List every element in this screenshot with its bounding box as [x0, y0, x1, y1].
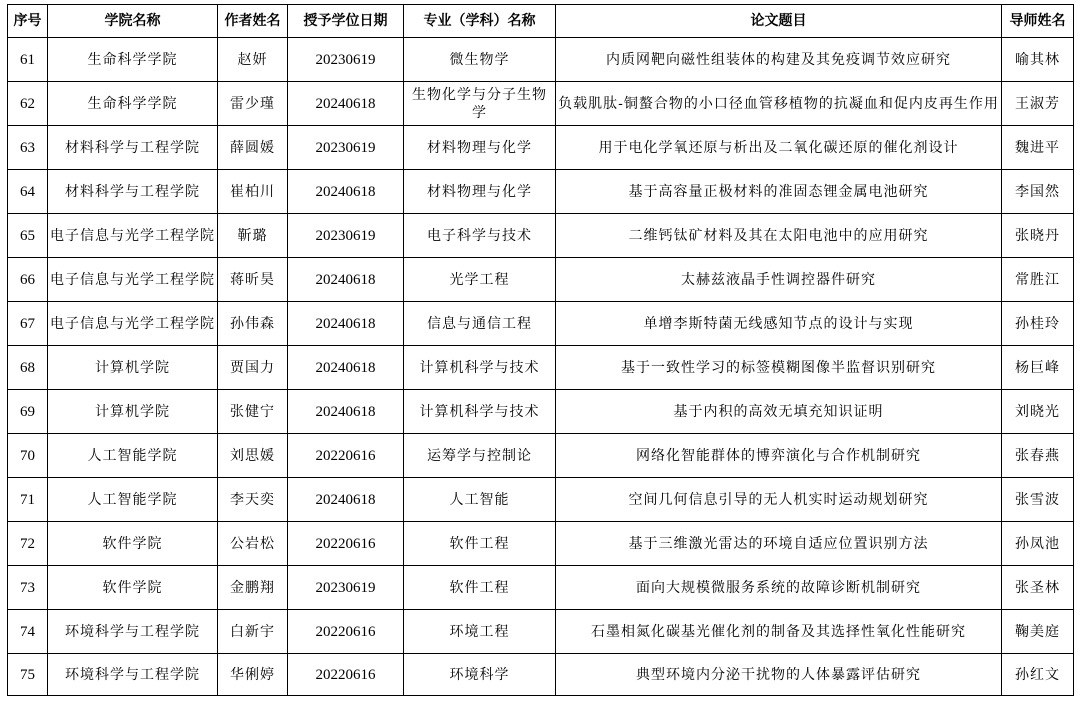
cell-author: 金鹏翔 — [218, 566, 288, 610]
cell-index: 70 — [8, 434, 48, 478]
cell-advisor: 李国然 — [1002, 170, 1074, 214]
cell-index: 73 — [8, 566, 48, 610]
header-advisor: 导师姓名 — [1002, 5, 1074, 38]
cell-college: 软件学院 — [48, 522, 218, 566]
cell-index: 61 — [8, 38, 48, 82]
cell-major: 运筹学与控制论 — [404, 434, 556, 478]
table-row — [8, 126, 1074, 170]
cell-degree-date: 20230619 — [288, 126, 404, 170]
cell-thesis-title: 太赫兹液晶手性调控器件研究 — [556, 258, 1002, 302]
cell-advisor: 鞠美庭 — [1002, 610, 1074, 654]
cell-degree-date: 20240618 — [288, 302, 404, 346]
cell-degree-date: 20230619 — [288, 566, 404, 610]
cell-thesis-title: 石墨相氮化碳基光催化剂的制备及其选择性氧化性能研究 — [556, 610, 1002, 654]
cell-college: 软件学院 — [48, 566, 218, 610]
table-row — [8, 302, 1074, 346]
header-degree-date: 授予学位日期 — [288, 5, 404, 38]
cell-degree-date: 20240618 — [288, 170, 404, 214]
table-row — [8, 38, 1074, 82]
table-row — [8, 566, 1074, 610]
cell-author: 蒋昕昊 — [218, 258, 288, 302]
cell-major: 人工智能 — [404, 478, 556, 522]
cell-index: 74 — [8, 610, 48, 654]
header-row — [8, 5, 1074, 38]
cell-thesis-title: 内质网靶向磁性组装体的构建及其免疫调节效应研究 — [556, 38, 1002, 82]
cell-index: 63 — [8, 126, 48, 170]
table-row — [8, 654, 1074, 696]
cell-degree-date: 20240618 — [288, 346, 404, 390]
cell-index: 64 — [8, 170, 48, 214]
header-major: 专业（学科）名称 — [404, 5, 556, 38]
cell-author: 刘思媛 — [218, 434, 288, 478]
cell-index: 68 — [8, 346, 48, 390]
cell-advisor: 张圣林 — [1002, 566, 1074, 610]
cell-advisor: 孙红文 — [1002, 654, 1074, 696]
cell-thesis-title: 空间几何信息引导的无人机实时运动规划研究 — [556, 478, 1002, 522]
cell-thesis-title: 负载肌肽-铜螯合物的小口径血管移植物的抗凝血和促内皮再生作用 — [556, 82, 1002, 126]
table-row — [8, 214, 1074, 258]
cell-degree-date: 20240618 — [288, 258, 404, 302]
cell-index: 69 — [8, 390, 48, 434]
cell-advisor: 杨巨峰 — [1002, 346, 1074, 390]
cell-major: 计算机科学与技术 — [404, 346, 556, 390]
cell-college: 生命科学学院 — [48, 38, 218, 82]
cell-author: 靳璐 — [218, 214, 288, 258]
cell-college: 生命科学学院 — [48, 82, 218, 126]
cell-major: 材料物理与化学 — [404, 126, 556, 170]
cell-college: 电子信息与光学工程学院 — [48, 302, 218, 346]
cell-advisor: 王淑芳 — [1002, 82, 1074, 126]
cell-college: 材料科学与工程学院 — [48, 126, 218, 170]
cell-college: 人工智能学院 — [48, 434, 218, 478]
cell-degree-date: 20220616 — [288, 654, 404, 696]
cell-major: 软件工程 — [404, 522, 556, 566]
table-row — [8, 434, 1074, 478]
cell-degree-date: 20220616 — [288, 522, 404, 566]
cell-index: 75 — [8, 654, 48, 696]
cell-advisor: 张雪波 — [1002, 478, 1074, 522]
cell-advisor: 喻其林 — [1002, 38, 1074, 82]
cell-author: 薛圆媛 — [218, 126, 288, 170]
cell-thesis-title: 基于一致性学习的标签模糊图像半监督识别研究 — [556, 346, 1002, 390]
cell-advisor: 孙桂玲 — [1002, 302, 1074, 346]
header-thesis-title: 论文题目 — [556, 5, 1002, 38]
cell-major: 电子科学与技术 — [404, 214, 556, 258]
cell-major: 信息与通信工程 — [404, 302, 556, 346]
cell-advisor: 魏进平 — [1002, 126, 1074, 170]
cell-author: 华俐婷 — [218, 654, 288, 696]
table-row — [8, 346, 1074, 390]
cell-index: 67 — [8, 302, 48, 346]
header-college: 学院名称 — [48, 5, 218, 38]
cell-advisor: 张春燕 — [1002, 434, 1074, 478]
cell-college: 材料科学与工程学院 — [48, 170, 218, 214]
cell-author: 雷少瑾 — [218, 82, 288, 126]
cell-college: 计算机学院 — [48, 346, 218, 390]
cell-advisor: 孙凤池 — [1002, 522, 1074, 566]
cell-thesis-title: 面向大规模微服务系统的故障诊断机制研究 — [556, 566, 1002, 610]
header-author: 作者姓名 — [218, 5, 288, 38]
cell-major: 光学工程 — [404, 258, 556, 302]
cell-degree-date: 20220616 — [288, 434, 404, 478]
cell-author: 李天奕 — [218, 478, 288, 522]
cell-college: 计算机学院 — [48, 390, 218, 434]
cell-college: 电子信息与光学工程学院 — [48, 214, 218, 258]
cell-major: 环境科学 — [404, 654, 556, 696]
table-row — [8, 522, 1074, 566]
cell-degree-date: 20240618 — [288, 82, 404, 126]
cell-college: 人工智能学院 — [48, 478, 218, 522]
cell-thesis-title: 用于电化学氧还原与析出及二氧化碳还原的催化剂设计 — [556, 126, 1002, 170]
cell-author: 赵妍 — [218, 38, 288, 82]
cell-author: 白新宇 — [218, 610, 288, 654]
cell-advisor: 常胜江 — [1002, 258, 1074, 302]
cell-index: 66 — [8, 258, 48, 302]
cell-major: 软件工程 — [404, 566, 556, 610]
cell-thesis-title: 基于内积的高效无填充知识证明 — [556, 390, 1002, 434]
cell-major: 材料物理与化学 — [404, 170, 556, 214]
table-row — [8, 258, 1074, 302]
cell-thesis-title: 典型环境内分泌干扰物的人体暴露评估研究 — [556, 654, 1002, 696]
table-row — [8, 82, 1074, 126]
cell-degree-date: 20240618 — [288, 390, 404, 434]
cell-college: 环境科学与工程学院 — [48, 654, 218, 696]
cell-author: 崔柏川 — [218, 170, 288, 214]
cell-thesis-title: 基于高容量正极材料的准固态锂金属电池研究 — [556, 170, 1002, 214]
cell-degree-date: 20230619 — [288, 214, 404, 258]
header-index: 序号 — [8, 5, 48, 38]
cell-thesis-title: 二维钙钛矿材料及其在太阳电池中的应用研究 — [556, 214, 1002, 258]
cell-author: 孙伟森 — [218, 302, 288, 346]
cell-index: 62 — [8, 82, 48, 126]
table-row — [8, 478, 1074, 522]
cell-major: 环境工程 — [404, 610, 556, 654]
cell-index: 72 — [8, 522, 48, 566]
cell-degree-date: 20240618 — [288, 478, 404, 522]
cell-thesis-title: 网络化智能群体的博弈演化与合作机制研究 — [556, 434, 1002, 478]
table-row — [8, 610, 1074, 654]
cell-thesis-title: 单增李斯特菌无线感知节点的设计与实现 — [556, 302, 1002, 346]
cell-author: 公岩松 — [218, 522, 288, 566]
cell-advisor: 张晓丹 — [1002, 214, 1074, 258]
cell-author: 张健宁 — [218, 390, 288, 434]
table-row — [8, 170, 1074, 214]
cell-major: 微生物学 — [404, 38, 556, 82]
cell-thesis-title: 基于三维激光雷达的环境自适应位置识别方法 — [556, 522, 1002, 566]
cell-index: 65 — [8, 214, 48, 258]
cell-advisor: 刘晓光 — [1002, 390, 1074, 434]
cell-college: 环境科学与工程学院 — [48, 610, 218, 654]
cell-author: 贾国力 — [218, 346, 288, 390]
cell-major: 生物化学与分子生物学 — [404, 82, 556, 126]
cell-index: 71 — [8, 478, 48, 522]
cell-major: 计算机科学与技术 — [404, 390, 556, 434]
cell-degree-date: 20230619 — [288, 38, 404, 82]
cell-degree-date: 20220616 — [288, 610, 404, 654]
thesis-table — [7, 4, 1074, 696]
table-row — [8, 390, 1074, 434]
cell-college: 电子信息与光学工程学院 — [48, 258, 218, 302]
